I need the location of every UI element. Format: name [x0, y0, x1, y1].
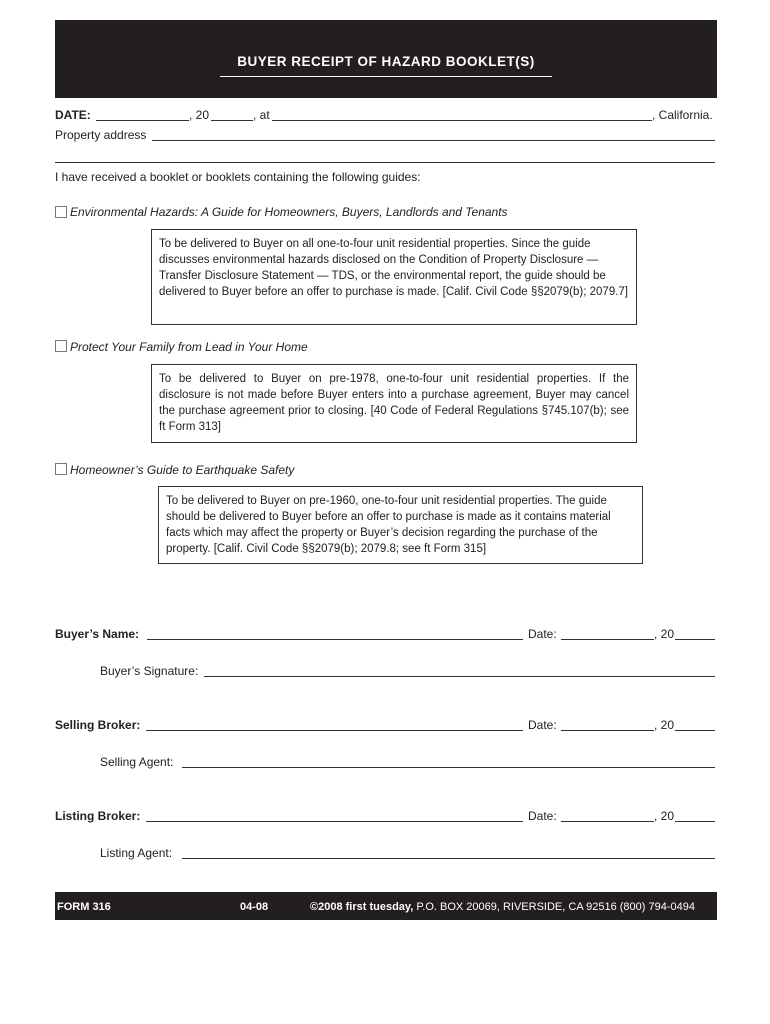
- buyer-year-prefix: , 20: [654, 627, 675, 641]
- selling-date-label: Date:: [528, 718, 557, 732]
- listing-date-label: Date:: [528, 809, 557, 823]
- footer-copyright-line: [310, 901, 695, 913]
- date-field[interactable]: [96, 120, 189, 121]
- at-label: , at: [253, 108, 270, 122]
- buyer-date-field[interactable]: [561, 639, 654, 640]
- listing-agent-field[interactable]: [182, 858, 715, 859]
- date-label: DATE:: [55, 108, 91, 122]
- guide-title-environmental: Environmental Hazards: A Guide for Homeowners, Buyers, Landlords and Tenants: [70, 205, 508, 219]
- selling-year-prefix: , 20: [654, 718, 675, 732]
- date-year-prefix: , 20: [189, 108, 210, 122]
- guide-checkbox-environmental[interactable]: [55, 206, 67, 218]
- selling-agent-label: Selling Agent:: [100, 755, 174, 769]
- selling-broker-label: Selling Broker:: [55, 718, 141, 732]
- guide-title-earthquake: Homeowner’s Guide to Earthquake Safety: [70, 463, 295, 477]
- buyer-date-label: Date:: [528, 627, 557, 641]
- selling-year-field[interactable]: [675, 730, 715, 731]
- guide-title-lead: Protect Your Family from Lead in Your Home: [70, 340, 308, 354]
- buyers-signature-field[interactable]: [204, 676, 715, 677]
- guide-description-lead: To be delivered to Buyer on pre-1978, one-to-four unit residential properties. If the disclosure is not made before Buyer enters into a purchase agreement, Buyer may cancel the purchase agreement prior to closing. [40 Code of Federal Regulations §745.107(b); see ft Form 313]: [151, 364, 637, 443]
- form-title: BUYER RECEIPT OF HAZARD BOOKLET(S): [220, 54, 552, 77]
- intro-text: I have received a booklet or booklets containing the following guides:: [55, 170, 421, 184]
- guide-checkbox-earthquake[interactable]: [55, 463, 67, 475]
- listing-broker-label: Listing Broker:: [55, 809, 141, 823]
- footer-copyright: ©2008 first tuesday,: [310, 901, 414, 913]
- listing-year-prefix: , 20: [654, 809, 675, 823]
- guide-checkbox-lead[interactable]: [55, 340, 67, 352]
- listing-broker-field[interactable]: [146, 821, 523, 822]
- property-address-field[interactable]: [152, 140, 715, 141]
- date-year-field[interactable]: [211, 120, 253, 121]
- selling-agent-field[interactable]: [182, 767, 715, 768]
- buyers-name-label: Buyer’s Name:: [55, 627, 140, 641]
- listing-date-field[interactable]: [561, 821, 654, 822]
- listing-year-field[interactable]: [675, 821, 715, 822]
- buyers-name-field[interactable]: [147, 639, 523, 640]
- property-address-field-2[interactable]: [55, 162, 715, 163]
- listing-agent-label: Listing Agent:: [100, 846, 173, 860]
- city-field[interactable]: [272, 120, 652, 121]
- selling-broker-field[interactable]: [146, 730, 523, 731]
- buyer-year-field[interactable]: [675, 639, 715, 640]
- guide-description-environmental: To be delivered to Buyer on all one-to-four unit residential properties. Since the guide discusses environmental hazards disclosed on the Condition of Property Disclosure — Transfer Disclosure Statement — TDS, or the environmental report, the guide should be delivered to Buyer before an offer to purchase is made. [Calif. Civil Code §§2079(b); 2079.7]: [151, 229, 637, 325]
- footer-version: 04-08: [240, 901, 269, 913]
- property-address-label: Property address: [55, 128, 147, 142]
- california-label: , California.: [652, 108, 713, 122]
- footer-address: P.O. BOX 20069, RIVERSIDE, CA 92516 (800) 794-0494: [416, 901, 695, 913]
- footer-form-number: FORM 316: [57, 901, 111, 913]
- guide-description-earthquake: To be delivered to Buyer on pre-1960, one-to-four unit residential properties. The guide should be delivered to Buyer before an offer to purchase is made as it contains material facts which may affect the property or Buyer’s decision regarding the purchase of the property. [Calif. Civil Code §§2079(b); 2079.8; see ft Form 315]: [158, 486, 643, 564]
- selling-date-field[interactable]: [561, 730, 654, 731]
- buyers-signature-label: Buyer’s Signature:: [100, 664, 199, 678]
